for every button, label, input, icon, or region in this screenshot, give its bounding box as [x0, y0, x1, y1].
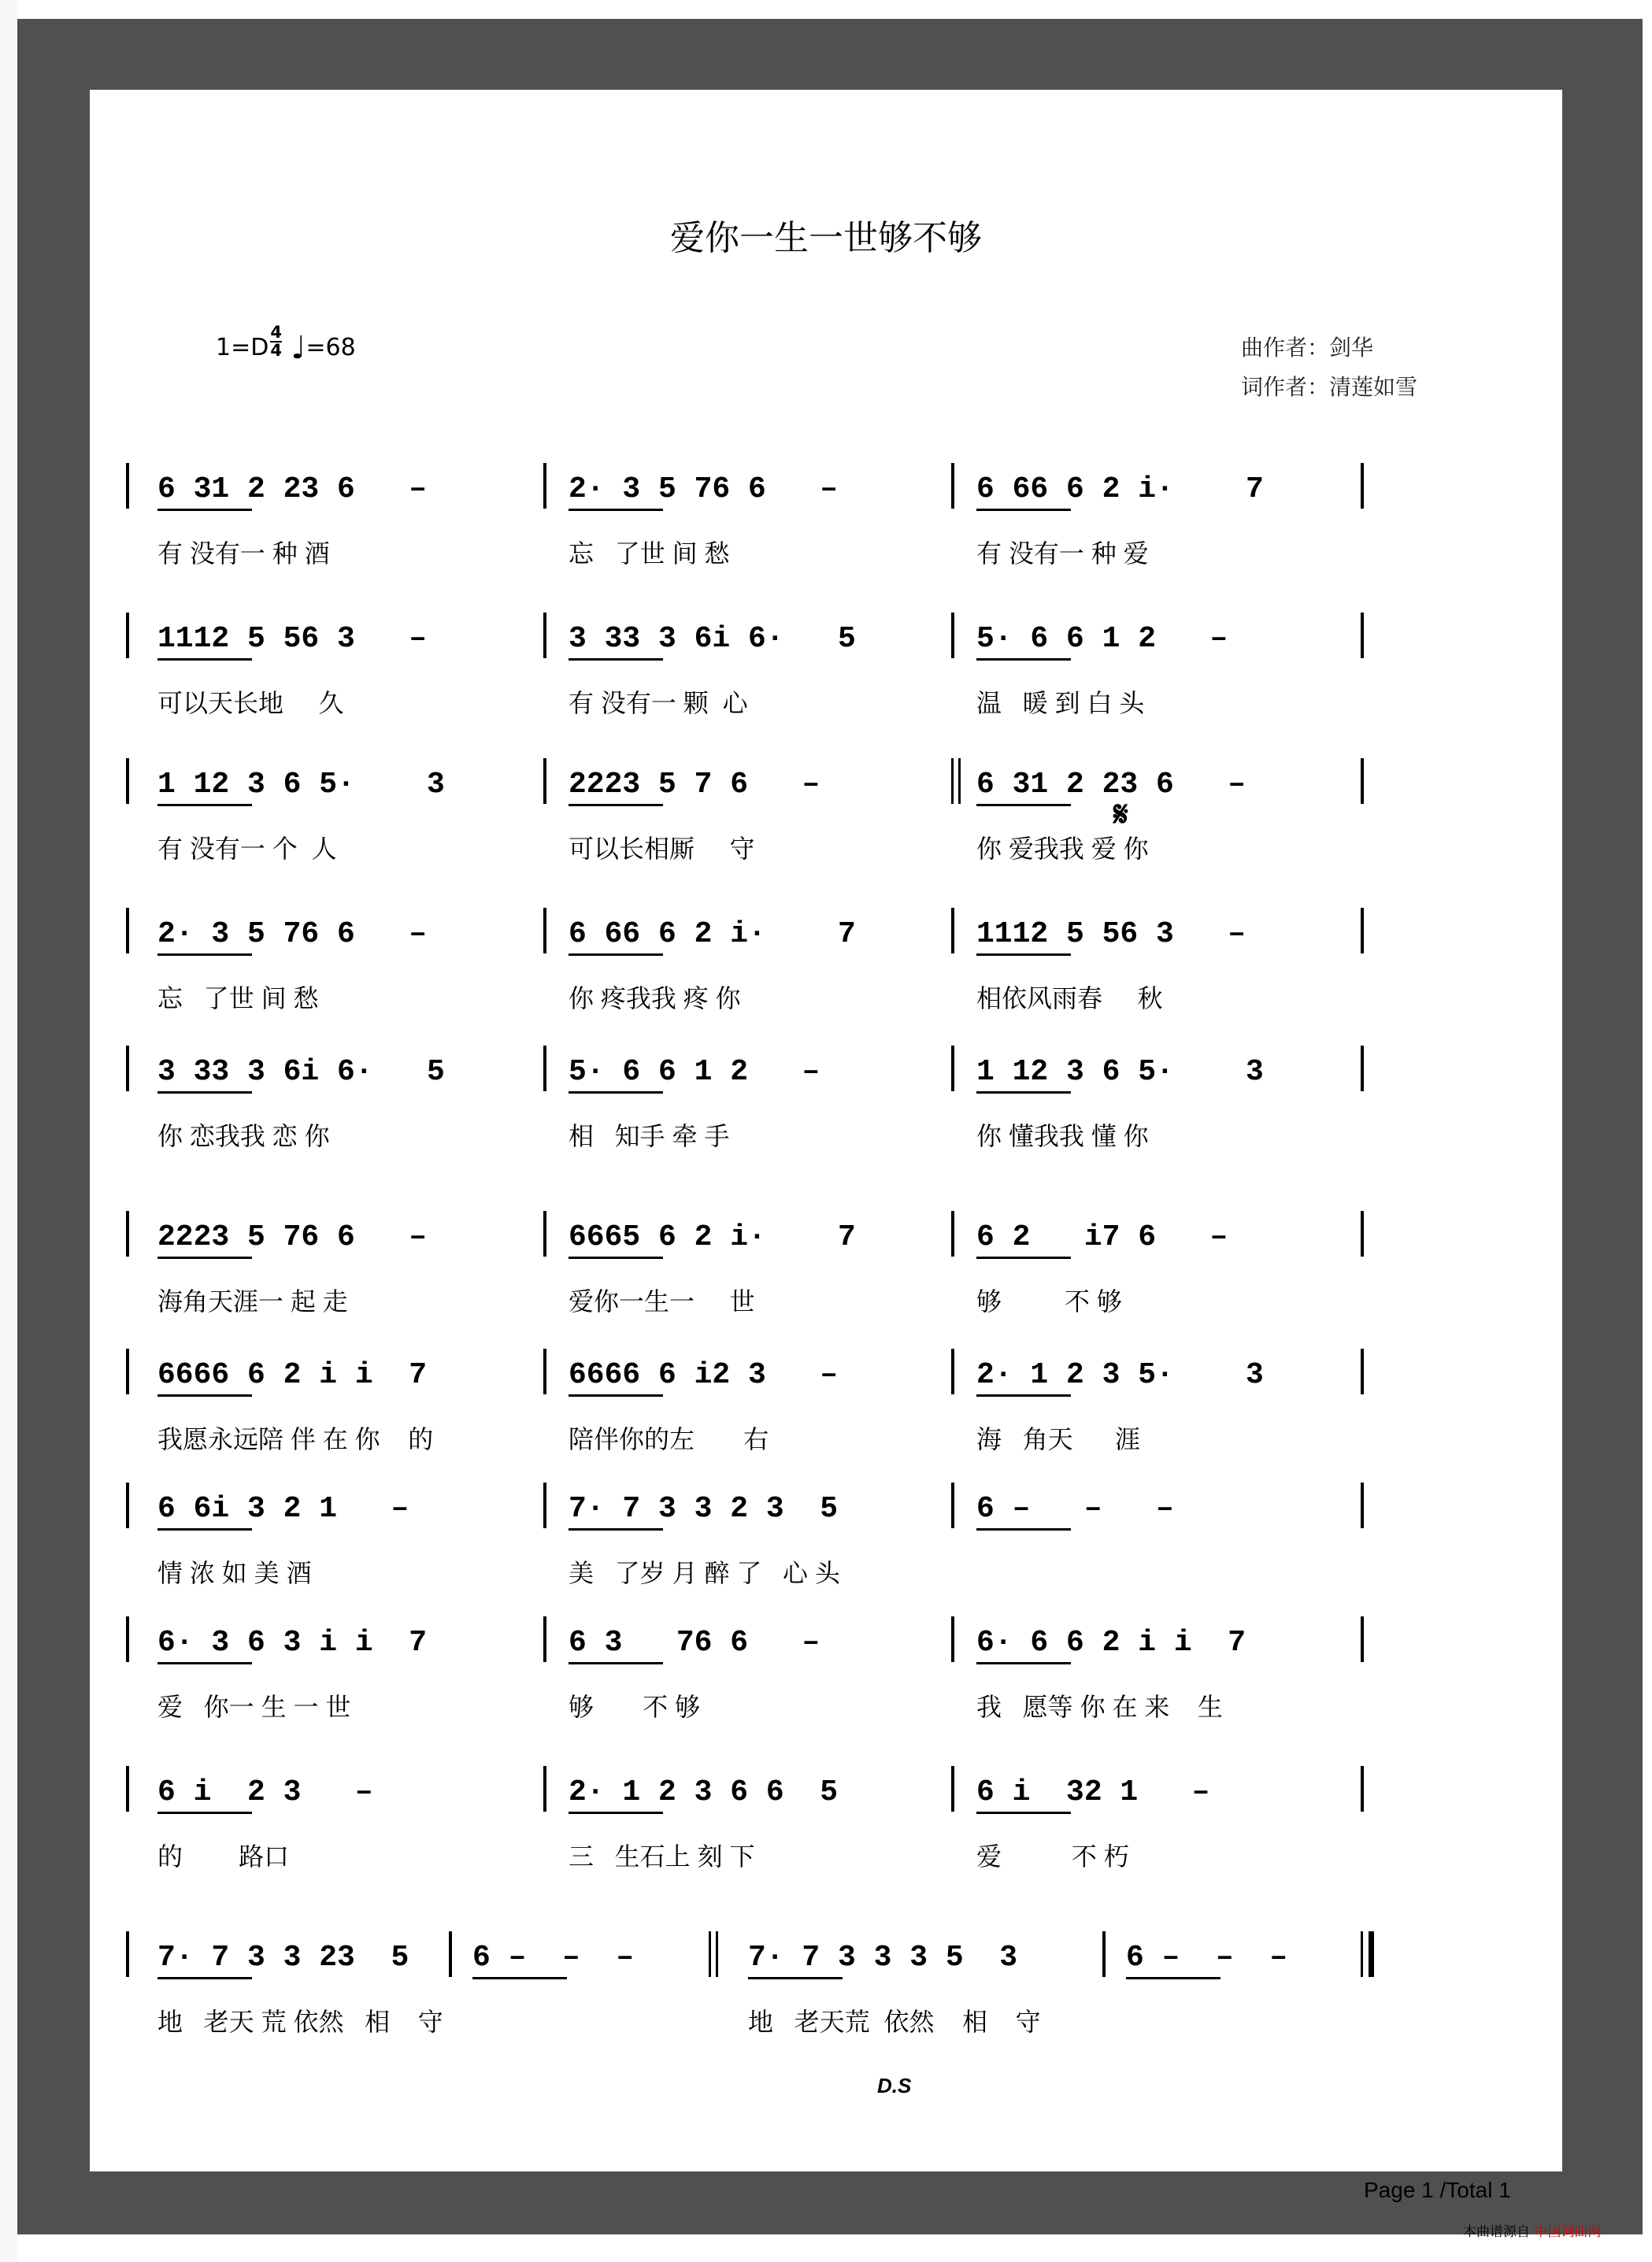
beam-underline — [748, 1977, 843, 1979]
barline — [951, 1766, 954, 1812]
barline — [1361, 758, 1364, 804]
barline — [951, 1616, 954, 1662]
beam-underline — [976, 1091, 1071, 1094]
beam-underline — [157, 509, 252, 511]
measure-notes: 6 – – – — [472, 1941, 635, 1975]
barline — [1102, 1931, 1106, 1977]
measure-notes: 6 3 76 6 – — [569, 1626, 820, 1660]
measure-lyric: 美 了岁 月 醉 了 心 头 — [569, 1559, 840, 1587]
measure-notes: 1 12 3 6 5· 3 — [976, 1055, 1264, 1089]
beam-underline — [157, 804, 252, 806]
barline — [126, 1211, 129, 1257]
barline — [1361, 1483, 1364, 1528]
beam-underline — [976, 1394, 1071, 1397]
measure-lyric: 情 浓 如 美 酒 — [157, 1559, 312, 1587]
measure-notes: 2· 1 2 3 5· 3 — [976, 1358, 1264, 1392]
score-title: 爱你一生一世够不够 — [670, 218, 982, 258]
barline — [951, 1349, 954, 1394]
measure-notes: 6 31 2 23 6 – — [976, 768, 1246, 802]
measure-lyric: 可以长相厮 守 — [569, 835, 755, 863]
measure-lyric: 我愿永远陪 伴 在 你 的 — [157, 1425, 434, 1453]
measure-notes: 6665 6 2 i· 7 — [569, 1220, 856, 1254]
beam-underline — [976, 658, 1071, 661]
beam-underline — [157, 658, 252, 661]
measure-lyric: 爱你一生一 世 — [569, 1287, 755, 1316]
barline — [951, 908, 954, 953]
measure-notes: 1 12 3 6 5· 3 — [157, 768, 445, 802]
score-row — [90, 1220, 1562, 1331]
measure-notes: 7· 7 3 3 2 3 5 — [569, 1492, 839, 1526]
barline — [543, 1766, 546, 1812]
barline — [1361, 1211, 1364, 1257]
measure-notes: 6· 3 6 3 i i 7 — [157, 1626, 428, 1660]
beam-underline — [569, 804, 663, 806]
beam-underline — [157, 1662, 252, 1664]
measure-notes: 6 – – – — [976, 1492, 1174, 1526]
barline — [951, 758, 961, 804]
barline — [951, 463, 954, 509]
composer-credit: 曲作者：剑华 — [1241, 335, 1374, 361]
barline — [1361, 1931, 1374, 1977]
measure-lyric: 有 没有一 颗 心 — [569, 689, 748, 717]
key-label: 1=D — [216, 334, 269, 361]
measure-lyric: 爱 不 朽 — [976, 1842, 1129, 1871]
beam-underline — [976, 953, 1071, 956]
score-row — [90, 917, 1562, 1027]
measure-lyric: 有 没有一 种 酒 — [157, 539, 330, 568]
barline — [126, 1766, 129, 1812]
barline — [126, 1046, 129, 1091]
measure-notes: 6 i 2 3 – — [157, 1775, 373, 1809]
measure-lyric: 地 老天 荒 依然 相 守 — [157, 2008, 443, 2036]
barline — [1361, 1046, 1364, 1091]
measure-lyric: 海 角天 涯 — [976, 1425, 1141, 1453]
measure-notes: 6 i 32 1 – — [976, 1775, 1210, 1809]
measure-notes: 5· 6 6 1 2 – — [569, 1055, 820, 1089]
measure-lyric: 你 疼我我 疼 你 — [569, 984, 741, 1013]
barline — [1361, 1766, 1364, 1812]
measure-lyric: 忘 了世 间 愁 — [157, 984, 319, 1013]
beam-underline — [976, 509, 1071, 511]
barline — [543, 1349, 546, 1394]
barline — [951, 1046, 954, 1091]
measure-notes: 6 2 i7 6 – — [976, 1220, 1228, 1254]
measure-lyric: 相依风雨春 秋 — [976, 984, 1163, 1013]
source-prefix: 本曲谱源自 — [1463, 2224, 1530, 2240]
measure-lyric: 有 没有一 个 人 — [157, 835, 337, 863]
barline — [543, 758, 546, 804]
barline — [126, 1349, 129, 1394]
beam-underline — [569, 1812, 663, 1814]
barline — [126, 613, 129, 658]
measure-notes: 7· 7 3 3 23 5 — [157, 1941, 409, 1975]
barline — [126, 463, 129, 509]
barline — [1361, 463, 1364, 509]
measure-lyric: 可以天长地 久 — [157, 689, 344, 717]
score-row — [90, 1941, 1562, 2051]
barline — [126, 758, 129, 804]
beam-underline — [569, 1662, 663, 1664]
beam-underline — [976, 804, 1071, 806]
measure-notes: 2· 3 5 76 6 – — [157, 917, 428, 951]
barline — [951, 1483, 954, 1528]
measure-notes: 3 33 3 6i 6· 5 — [157, 1055, 445, 1089]
page-number: Page 1 /Total 1 — [1364, 2178, 1511, 2202]
beam-underline — [157, 1812, 252, 1814]
beam-underline — [569, 509, 663, 511]
barline — [126, 908, 129, 953]
beam-underline — [157, 1977, 252, 1979]
measure-lyric: 够 不 够 — [976, 1287, 1122, 1316]
measure-lyric: 忘 了世 间 愁 — [569, 539, 730, 568]
beam-underline — [569, 658, 663, 661]
beam-underline — [569, 953, 663, 956]
beam-underline — [472, 1977, 567, 1979]
barline — [951, 613, 954, 658]
measure-notes: 6 66 6 2 i· 7 — [976, 472, 1264, 506]
score-row — [90, 768, 1562, 878]
quarter-note-icon: ♩ — [291, 330, 306, 366]
measure-lyric: 的 路口 — [157, 1842, 290, 1871]
barline — [126, 1931, 129, 1977]
beam-underline — [157, 1257, 252, 1259]
measure-lyric: 你 爱我我 爱 你 — [976, 835, 1149, 863]
time-sig-top: 4 — [270, 322, 282, 342]
barline — [1361, 1349, 1364, 1394]
beam-underline — [976, 1662, 1071, 1664]
barline — [709, 1931, 718, 1977]
ds-mark: D.S — [877, 2074, 912, 2097]
barline — [1361, 613, 1364, 658]
beam-underline — [1126, 1977, 1220, 1979]
key-signature — [216, 322, 356, 366]
beam-underline — [976, 1528, 1071, 1531]
score-sheet — [90, 90, 1562, 2202]
measure-lyric: 地 老天荒 依然 相 守 — [748, 2008, 1041, 2036]
measure-notes: 1112 5 56 3 – — [157, 622, 428, 656]
score-row — [90, 1626, 1562, 1736]
beam-underline — [157, 953, 252, 956]
measure-notes: 6 – – – — [1126, 1941, 1288, 1975]
barline — [449, 1931, 452, 1977]
barline — [543, 1211, 546, 1257]
barline — [543, 1483, 546, 1528]
measure-lyric: 你 懂我我 懂 你 — [976, 1122, 1149, 1150]
beam-underline — [569, 1394, 663, 1397]
barline — [543, 1616, 546, 1662]
measure-notes: 6· 6 6 2 i i 7 — [976, 1626, 1246, 1660]
tempo-label: =68 — [306, 334, 356, 361]
barline — [951, 1211, 954, 1257]
measure-lyric: 我 愿等 你 在 来 生 — [976, 1693, 1223, 1721]
measure-lyric: 相 知手 牵 手 — [569, 1122, 730, 1150]
measure-notes: 2· 1 2 3 6 6 5 — [569, 1775, 839, 1809]
beam-underline — [157, 1394, 252, 1397]
measure-lyric: 够 不 够 — [569, 1693, 701, 1721]
beam-underline — [157, 1528, 252, 1531]
measure-lyric: 爱 你一 生 一 世 — [157, 1693, 351, 1721]
measure-lyric: 你 恋我我 恋 你 — [157, 1122, 330, 1150]
measure-notes: 2· 3 5 76 6 – — [569, 472, 839, 506]
score-row — [90, 472, 1562, 583]
measure-notes: 1112 5 56 3 – — [976, 917, 1246, 951]
measure-notes: 6666 6 i2 3 – — [569, 1358, 839, 1392]
barline — [543, 1046, 546, 1091]
barline — [543, 613, 546, 658]
beam-underline — [157, 1091, 252, 1094]
measure-notes: 7· 7 3 3 3 5 3 — [748, 1941, 1018, 1975]
score-row — [90, 1358, 1562, 1468]
segno-sign: 𝄋 — [1113, 794, 1128, 835]
lyricist-credit: 词作者：清莲如雪 — [1241, 374, 1418, 400]
source-site: 中国词曲网 — [1534, 2224, 1602, 2240]
time-signature — [270, 324, 282, 359]
barline — [126, 1483, 129, 1528]
measure-notes: 6 6i 3 2 1 – — [157, 1492, 409, 1526]
source-credit — [1463, 2220, 1601, 2240]
barline — [126, 1616, 129, 1662]
measure-lyric: 温 暖 到 白 头 — [976, 689, 1145, 717]
score-row — [90, 1492, 1562, 1602]
measure-lyric: 陪伴你的左 右 — [569, 1425, 769, 1453]
score-row — [90, 1775, 1562, 1886]
beam-underline — [976, 1812, 1071, 1814]
measure-lyric: 海角天涯一 起 走 — [157, 1287, 348, 1316]
barline — [1361, 1616, 1364, 1662]
beam-underline — [569, 1528, 663, 1531]
measure-notes: 2223 5 76 6 – — [157, 1220, 428, 1254]
measure-lyric: 三 生石上 刻 下 — [569, 1842, 755, 1871]
time-sig-bottom: 4 — [270, 340, 282, 360]
barline — [543, 463, 546, 509]
score-row — [90, 1055, 1562, 1165]
left-edge-strip — [0, 0, 17, 2262]
score-row — [90, 622, 1562, 732]
measure-notes: 5· 6 6 1 2 – — [976, 622, 1228, 656]
beam-underline — [569, 1257, 663, 1259]
measure-notes: 6 66 6 2 i· 7 — [569, 917, 856, 951]
barline — [1361, 908, 1364, 953]
measure-notes: 2223 5 7 6 – — [569, 768, 820, 802]
measure-notes: 6 31 2 23 6 – — [157, 472, 428, 506]
measure-notes: 3 33 3 6i 6· 5 — [569, 622, 856, 656]
measure-notes: 6666 6 2 i i 7 — [157, 1358, 428, 1392]
beam-underline — [569, 1091, 663, 1094]
measure-lyric: 有 没有一 种 爱 — [976, 539, 1149, 568]
barline — [543, 908, 546, 953]
beam-underline — [976, 1257, 1071, 1259]
